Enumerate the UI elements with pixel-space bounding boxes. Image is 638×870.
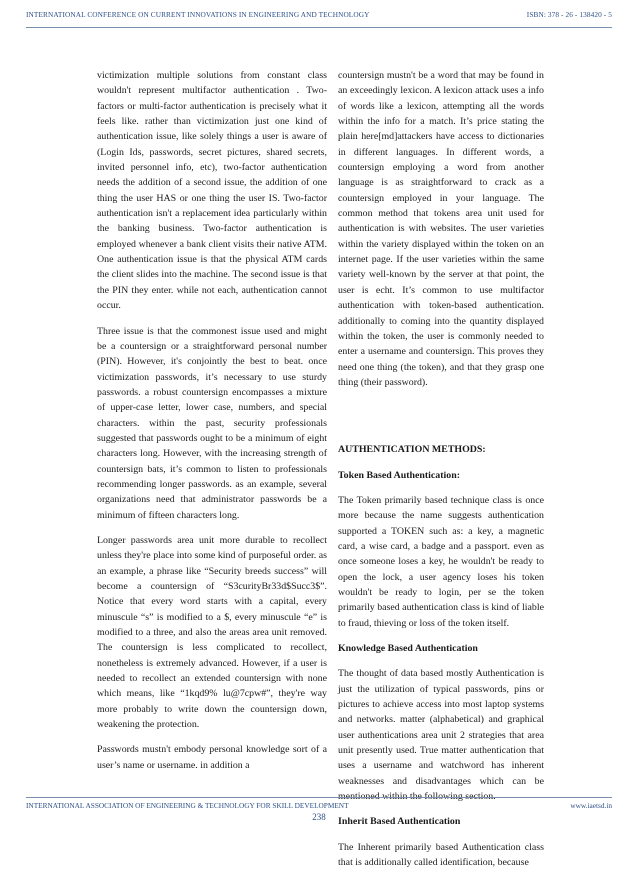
page-number: 238 [312, 812, 326, 822]
association-name: INTERNATIONAL ASSOCIATION OF ENGINEERING & TECHNOLOGY FOR SKILL DEVELOPMENT [26, 801, 349, 810]
left-column [97, 68, 327, 773]
subsection-heading: Token Based Authentication: [338, 469, 460, 481]
paragraph: The Token primarily based technique class is once more because the name suggests authentication supported a TOKEN such as: a key, a magnetic card, a wise card, a badge and a passport. even as once someone loses a key, he wouldn't be ready to open the lock, a user agency loses his token wouldn't be ready to login, per se the token primarily based authentication class is kind of liable to fraud, thieving or loss of the token itself. [338, 494, 544, 629]
subsection-heading: Knowledge Based Authentication [338, 643, 478, 654]
section-heading: AUTHENTICATION METHODS: [338, 444, 486, 456]
paragraph: countersign mustn't be a word that may be found in an exceedingly lexicon. A lexicon attack uses a info of words like a lexicon, attempting all the words within the info for a match. It’s price stating the plain here[md]attackers have access to dictionaries in different languages. In different words, a countersign employing a word from another language is as straightforward to crack as a countersign employed in your language. The common method that tokens area unit used for authentication is with websites. The user varieties within the variety displayed within the token on an internet page. If the user varieties within the same variety well-known by the server at that point, the user is echt. It’s common to use multifactor authentication with token-based authentication. additionally to coming into the quantity displayed within the token, the user is commonly needed to enter a username and countersign. This proves they need one thing (the token), and that they grasp one thing (their password). [338, 70, 544, 388]
website-link[interactable]: www.iaetsd.in [570, 801, 612, 810]
isbn-label: ISBN: 378 - 26 - 138420 - 5 [526, 10, 612, 19]
paragraph: The Inherent primarily based Authentication class that is additionally called identification, because [338, 841, 544, 869]
paragraph: Passwords mustn't embody personal knowledge sort of a user’s name or username. in addition a [97, 744, 327, 771]
right-column [338, 68, 544, 870]
footer-divider [26, 797, 612, 798]
paragraph: Three issue is that the commonest issue used and might be a countersign or a straightforward personal number (PIN). However, it's conjointly the best to beat. once victimization passwords, it’s necessary to use sturdy passwords. a robust countersign encompasses a mixture of upper-case letter, lower case, numbers, and special characters. within the past, security professionals suggested that passwords ought to be a minimum of eight characters long. However, with the increasing strength of countersign bats, it’s common to listen to professionals recommending longer passwords. as an example, several organizations need that administrator passwords be a minimum of fifteen characters long. [97, 325, 327, 521]
paragraph: victimization multiple solutions from constant class wouldn't represent multifactor authentication . Two-factors or multi-factor authentication is precisely what it feels like. rather than victimization just one kind of authentication issue, like solely things a user is aware of (Login Ids, passwords, secret pictures, shared secrets, invited personnel info, etc), two-factor authentication needs the addition of a second issue, the addition of one thing the user HAS or one thing the user IS. Two-factor authentication isn't a replacement idea particularly within the banking business. Two-factor authentication is employed whenever a bank client visits their native ATM. One authentication issue is that the physical ATM cards the client slides into the machine. The second issue is that the PIN they enter. while not each, authentication cannot occur. [97, 70, 327, 312]
header-divider [26, 27, 612, 28]
page-header [26, 10, 612, 22]
subsection-heading: Inherit Based Authentication [338, 816, 461, 828]
paragraph: Longer passwords area unit more durable to recollect unless they're place into some kind of purposeful order. as an example, a phrase like “Security breeds success” will become a countersign of “S3curityBr33d$Succ3$”. Notice that every word starts with a capital, every minuscule “s” is modified to a $, every minuscule “e” is modified to a three, and also the areas area unit removed. The countersign is less complicated to recollect, nonetheless is extremely advanced. However, if a user is needed to recollect an extended countersign with none which means, like “1kqd9% lu@7cpw#”, they're way more probably to write down the countersign down, weakening the protection. [97, 534, 327, 731]
paragraph: The thought of data based mostly Authentication is just the utilization of typical passwords, pins or pictures to achieve access into most laptop systems and networks. matter (alphabetical) and graphical user authentications area unit 2 strategies that area unit presently used. True matter authentication that uses a username and watchword has inherent weaknesses and disadvantages which can be [338, 668, 544, 787]
conference-title: INTERNATIONAL CONFERENCE ON CURRENT INNOVATIONS IN ENGINEERING AND TECHNOLOGY [26, 10, 370, 19]
